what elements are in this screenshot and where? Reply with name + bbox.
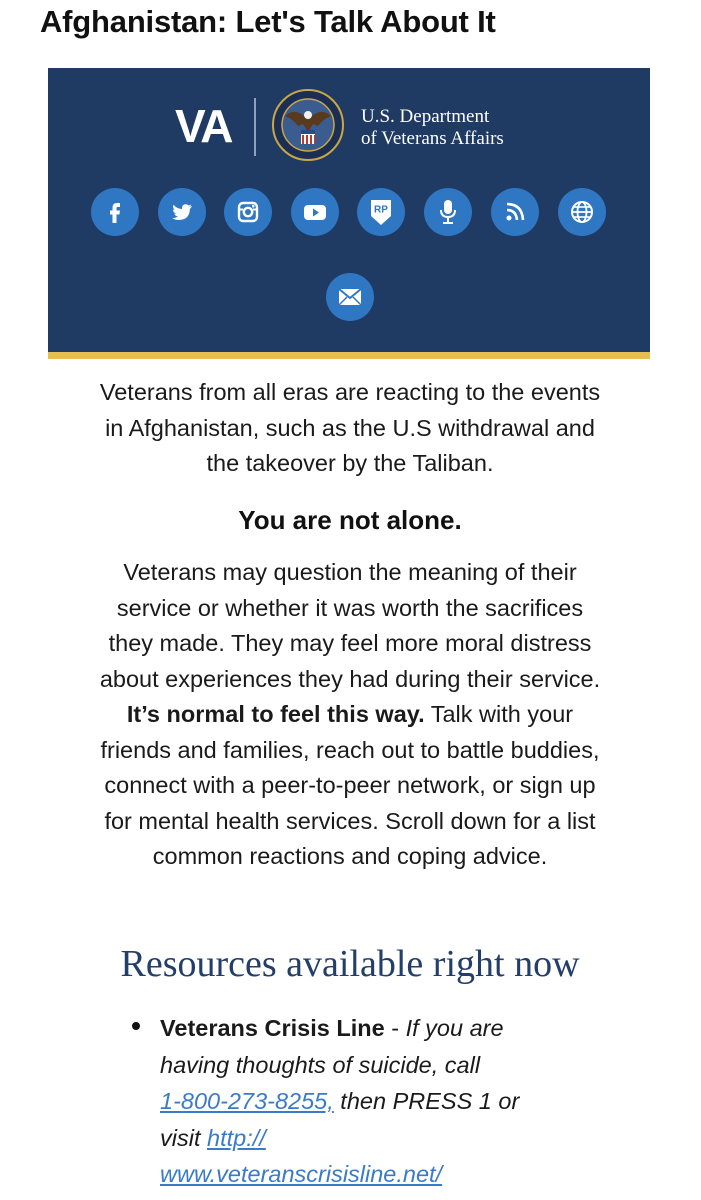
paragraph-text: Talk with your	[424, 701, 574, 727]
list-item-crisis-line	[160, 1010, 640, 1193]
intro-line: Veterans from all eras are reacting to the events	[99, 379, 601, 405]
banner-gold-stripe	[48, 352, 650, 359]
va-seal-icon	[271, 86, 345, 164]
resources-heading: Resources available right now	[120, 943, 580, 985]
facebook-icon[interactable]	[91, 188, 139, 236]
paragraph-line	[40, 697, 660, 733]
instagram-icon[interactable]	[224, 188, 272, 236]
email-icon[interactable]	[326, 273, 374, 321]
list-bullet	[132, 1022, 140, 1030]
crisis-line-name: Veterans Crisis Line	[160, 1015, 385, 1041]
twitter-icon[interactable]	[158, 188, 206, 236]
logo-divider	[254, 98, 256, 156]
youtube-icon[interactable]	[291, 188, 339, 236]
intro-line: the takeover by the Taliban.	[206, 450, 494, 476]
crisis-line-text: If you are	[405, 1015, 504, 1041]
separator: -	[384, 1015, 406, 1041]
crisis-url-link[interactable]: http://	[207, 1124, 266, 1151]
paragraph-line: about experiences they had during their service.	[99, 665, 601, 692]
crisis-line-text: having thoughts of suicide, call	[160, 1051, 481, 1078]
intro-paragraph	[40, 375, 660, 482]
not-alone-heading: You are not alone.	[238, 505, 462, 535]
paragraph-line: for mental health services. Scroll down for a list	[104, 807, 596, 834]
department-line-2: of Veterans Affairs	[361, 128, 504, 149]
globe-icon[interactable]	[558, 188, 606, 236]
list-item-line	[160, 1156, 640, 1193]
paragraph-line: service or whether it was worth the sacrifices	[116, 594, 584, 621]
intro-line: in Afghanistan, such as the U.S withdrawal and	[105, 414, 595, 441]
rp-label: RP	[374, 204, 388, 216]
crisis-line-text: then PRESS 1 or	[333, 1088, 520, 1114]
page-title: Afghanistan: Let's Talk About It	[40, 4, 496, 39]
department-name	[361, 106, 504, 150]
crisis-url-link[interactable]: www.veteranscrisisline.net/	[160, 1161, 443, 1187]
normal-feel-emphasis: It’s normal to feel this way.	[126, 701, 425, 727]
list-item-line	[160, 1083, 640, 1120]
paragraph-line: connect with a peer-to-peer network, or sign up	[104, 772, 596, 798]
crisis-phone-link[interactable]: 1-800-273-8255,	[160, 1088, 334, 1114]
main-paragraph	[40, 555, 660, 875]
paragraph-line: they made. They may feel more moral distress	[108, 630, 592, 656]
podcast-icon[interactable]	[424, 188, 472, 236]
va-logo[interactable]: VA	[175, 100, 232, 152]
paragraph-line: Veterans may question the meaning of their	[123, 559, 577, 585]
list-item-line	[160, 1120, 640, 1157]
department-line-1: U.S. Department	[361, 106, 490, 127]
paragraph-line: common reactions and coping advice.	[152, 843, 548, 869]
crisis-line-text: visit	[160, 1124, 207, 1151]
rss-icon[interactable]	[491, 188, 539, 236]
rp-icon[interactable]	[357, 188, 405, 236]
list-item-line	[160, 1010, 640, 1047]
paragraph-line: friends and families, reach out to battle buddies,	[100, 736, 600, 763]
